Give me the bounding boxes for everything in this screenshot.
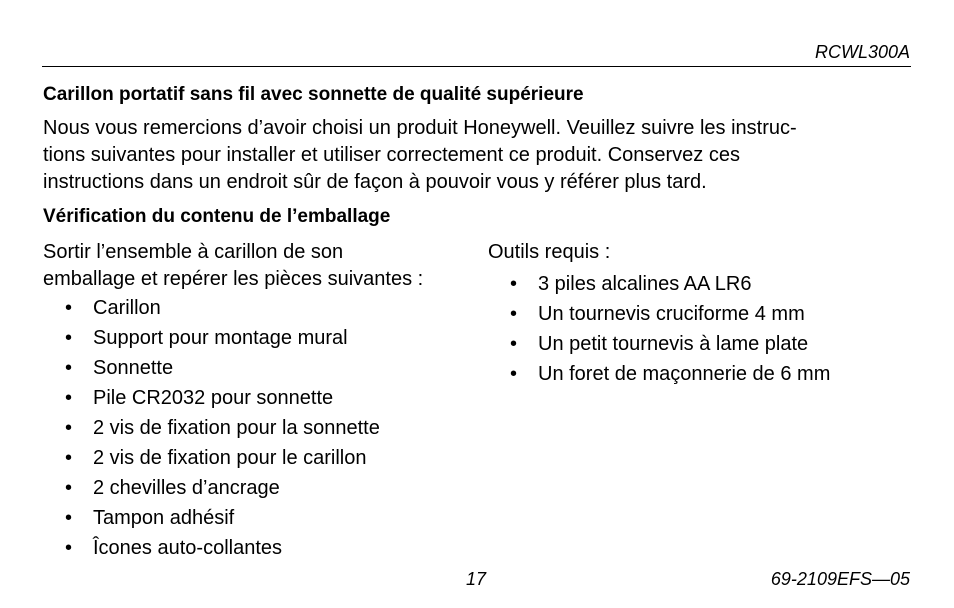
list-item (43, 443, 483, 473)
intro-paragraph (43, 115, 923, 196)
list-item-label: 2 vis de fixation pour la sonnette (93, 417, 380, 439)
list-item-label: Support pour montage mural (93, 327, 348, 349)
header-rule (42, 66, 911, 67)
bullet: • (65, 507, 73, 529)
bullet: • (65, 297, 73, 319)
list-item (43, 323, 483, 353)
package-contents-intro (43, 239, 483, 293)
list-item-label: Pile CR2032 pour sonnette (93, 387, 334, 409)
section-heading: Vérification du contenu de l’emballage (43, 206, 391, 227)
list-item-label: Carillon (93, 297, 161, 319)
required-tools-list (488, 269, 918, 389)
bullet: • (510, 273, 518, 295)
list-item-label: Un foret de maçonnerie de 6 mm (538, 363, 831, 385)
bullet: • (510, 333, 518, 355)
model-number: RCWL300A (814, 42, 910, 62)
list-item-label: Un petit tournevis à lame plate (538, 333, 809, 355)
list-item (43, 293, 483, 323)
bullet: • (65, 477, 73, 499)
list-item (43, 383, 483, 413)
package-contents-column (43, 239, 483, 563)
list-item-label: 3 piles alcalines AA LR6 (538, 273, 752, 295)
list-item (488, 269, 918, 299)
list-item-label: 2 vis de fixation pour le carillon (93, 447, 367, 469)
list-item-label: Îcones auto-collantes (93, 537, 283, 559)
bullet: • (510, 303, 518, 325)
list-item (488, 329, 918, 359)
bullet: • (65, 327, 73, 349)
intro-line: Sortir l’ensemble à carillon de son (43, 241, 344, 263)
document-code: 69-2109EFS—05 (770, 569, 910, 589)
required-tools-intro: Outils requis : (488, 241, 611, 263)
bullet: • (65, 447, 73, 469)
intro-line: tions suivantes pour installer et utiliser correctement ce produit. Conservez ces (43, 144, 740, 166)
bullet: • (65, 357, 73, 379)
list-item (43, 533, 483, 563)
list-item (488, 359, 918, 389)
bullet: • (510, 363, 518, 385)
bullet: • (65, 537, 73, 559)
bullet: • (65, 387, 73, 409)
list-item (43, 503, 483, 533)
page-number: 17 (466, 569, 487, 589)
intro-line: Nous vous remercions d’avoir choisi un produit Honeywell. Veuillez suivre les instruc- (43, 117, 797, 139)
package-contents-list (43, 293, 483, 563)
list-item (43, 413, 483, 443)
list-item-label: Sonnette (93, 357, 174, 379)
list-item (488, 299, 918, 329)
list-item-label: 2 chevilles d’ancrage (93, 477, 280, 499)
list-item-label: Tampon adhésif (93, 507, 235, 529)
bullet: • (65, 417, 73, 439)
list-item (43, 473, 483, 503)
intro-line: emballage et repérer les pièces suivantes : (43, 268, 424, 290)
intro-line: instructions dans un endroit sûr de façon à pouvoir vous y référer plus tard. (43, 171, 707, 193)
required-tools-column (488, 239, 918, 389)
list-item-label: Un tournevis cruciforme 4 mm (538, 303, 805, 325)
list-item (43, 353, 483, 383)
page-title: Carillon portatif sans fil avec sonnette de qualité supérieure (43, 84, 584, 105)
